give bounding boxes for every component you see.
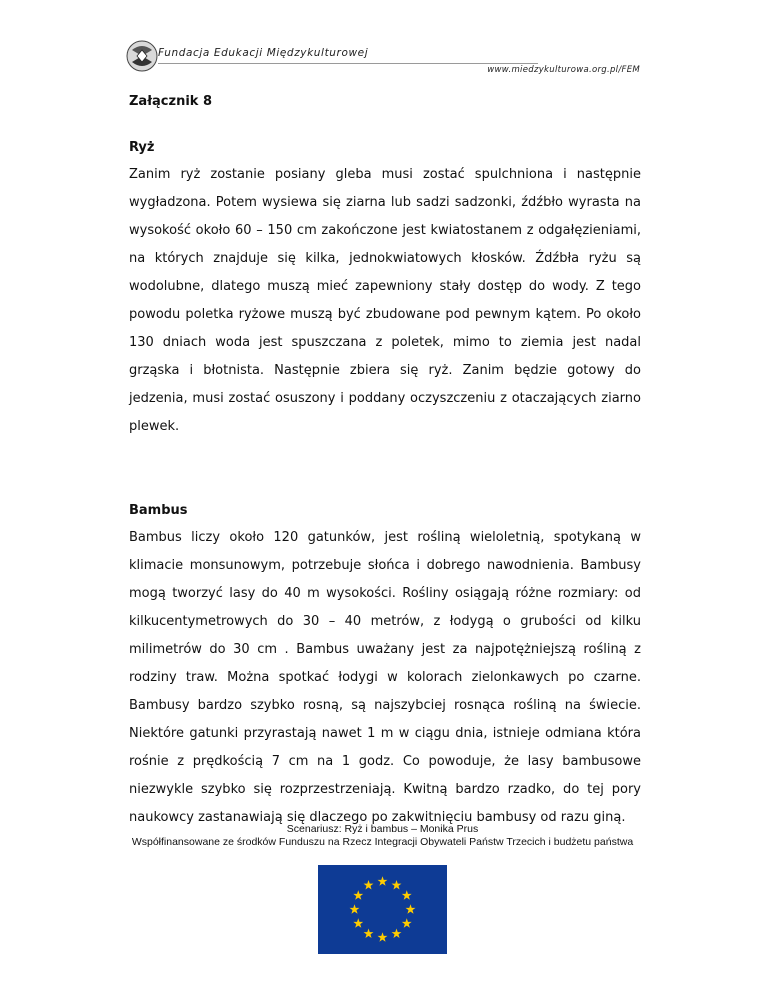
fem-logo-icon — [124, 38, 160, 74]
page-header — [124, 38, 644, 78]
eu-flag-icon — [318, 865, 447, 954]
section-title-rice: Ryż — [129, 140, 155, 155]
annex-title: Załącznik 8 — [129, 94, 212, 109]
header-divider — [158, 63, 538, 64]
organization-url: www.miedzykulturowa.org.pl/FEM — [487, 65, 640, 75]
organization-name: Fundacja Edukacji Międzykulturowej — [158, 47, 369, 59]
footer-scenario-line: Scenariusz: Ryż i bambus – Monika Prus — [286, 823, 479, 835]
section-title-bamboo: Bambus — [129, 503, 188, 518]
footer-funding-line: Współfinansowane ze środków Funduszu na Rzecz Integracji Obywateli Państw Trzecich i budżetu państwa — [131, 836, 634, 848]
page-footer — [130, 823, 635, 849]
section-text-rice: Zanim ryż zostanie posiany gleba musi zostać spulchniona i następnie wygładzona. Potem wysiewa się ziarna lub sadzi sadzonki, źdźbło wyrasta na wysokość około 60 – 150 cm zakończone jest kwiatostanem z odgałęzieniami, na których znajduje się kilka, jednokwiatowych kłosków. Źdźbła ryżu są wodolubne, dlatego muszą mieć zapewniony stały dostęp do wody. Z tego powodu poletka ryżowe muszą być zbudowane pod pewnym kątem. Po około 130 dniach woda jest spuszczana z poletek, mimo to ziemia jest nadal grząska i błotnista. Następnie zbiera się ryż. Zanim będzie gotowy do jedzenia, musi zostać osuszony i poddany oczyszczeniu z otaczających ziarno plewek. — [129, 167, 641, 434]
document-body — [129, 86, 641, 832]
section-text-bamboo: Bambus liczy około 120 gatunków, jest rośliną wieloletnią, spotykaną w klimacie monsunowym, potrzebuje słońca i dobrego nawodnienia. Bambusy mogą tworzyć lasy do 40 m wysokości. Rośliny osiągają różne rozmiary: od kilkucentymetrowych do 30 – 40 metrów, z łodygą o grubości od kilku milimetrów do 30 cm . Bambus uważany jest za najpotężniejszą rośliną z rodziny traw. Można spotkać łodygi w kolorach zielonkawych po czarne. Bambusy bardzo szybko rosną, są najszybciej rosnąca rośliną na świecie. Niektóre gatunki przyrastają nawet 1 m w ciągu dnia, istnieje odmiana która rośnie z prędkością 7 cm na 1 godz. Co powoduje, że lasy bambusowe niezwykle szybko się rozprzestrzeniają. Kwitną bardzo rzadko, do tej pory naukowcy zastanawiają się dlaczego po zakwitnięciu bambusy od razu giną. — [129, 530, 641, 825]
